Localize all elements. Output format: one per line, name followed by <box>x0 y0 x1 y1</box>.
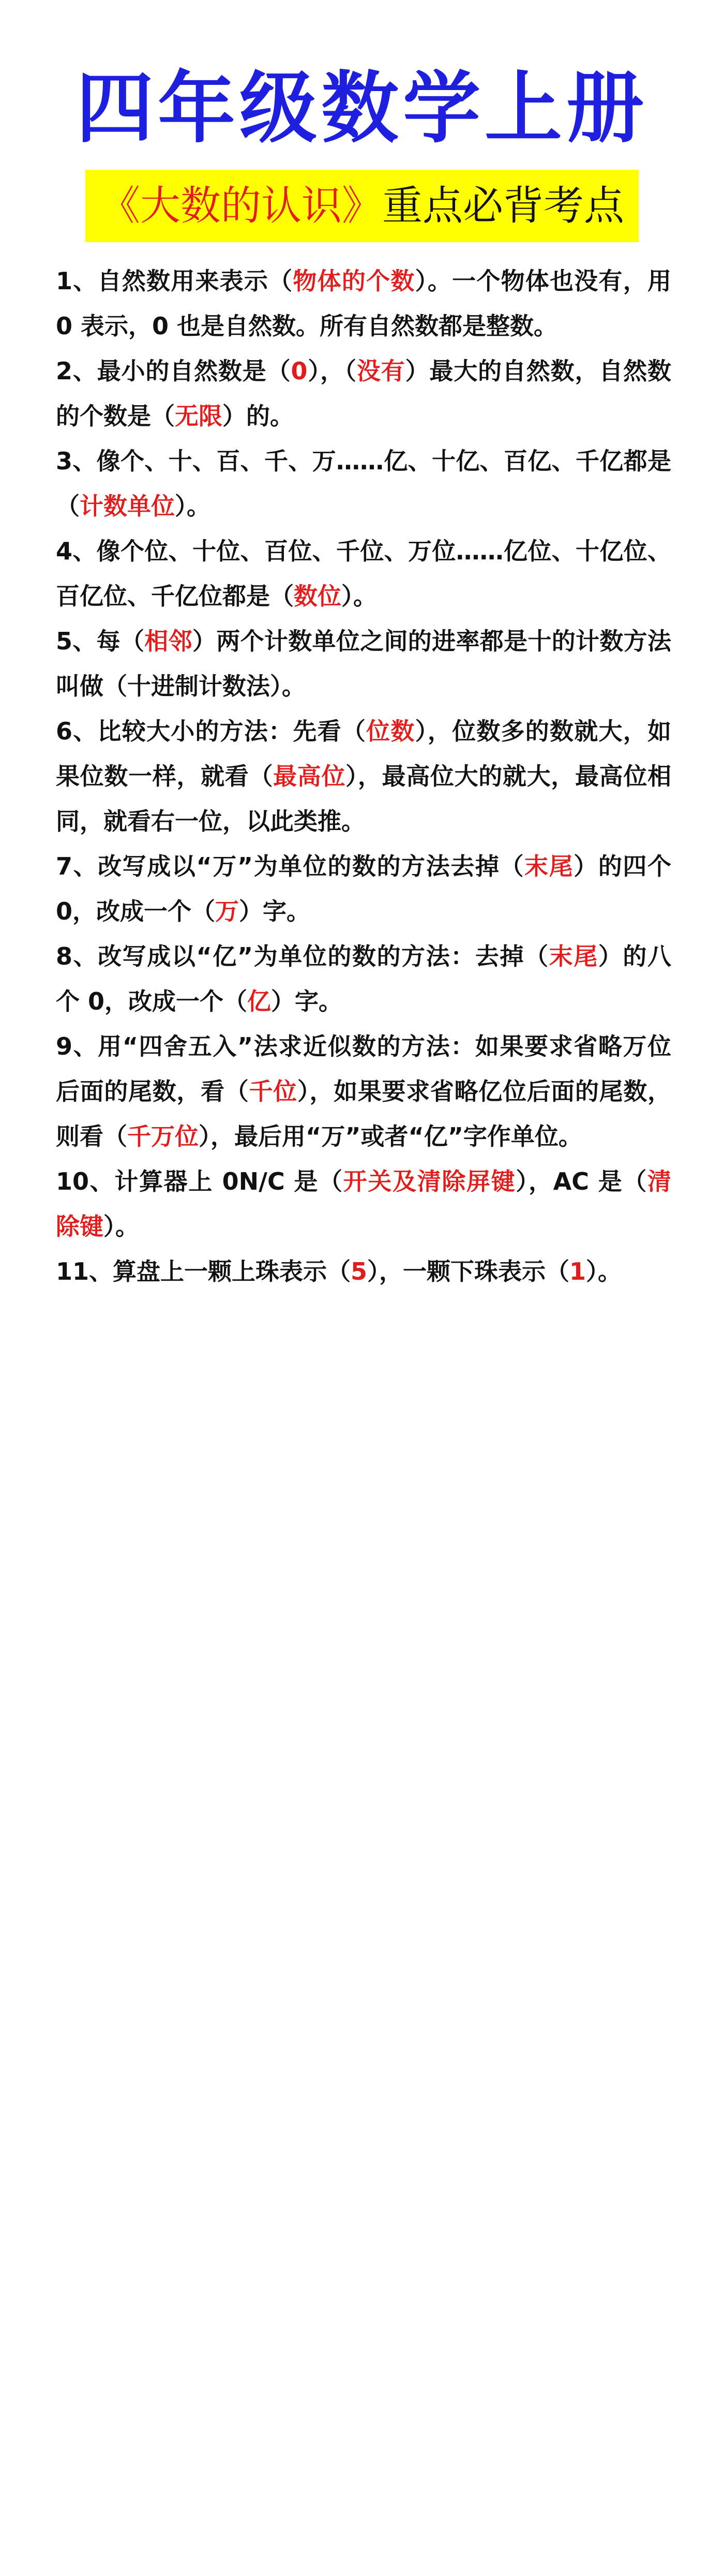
key-point-text: ），最高位大的就大，最高位相同，就看右一位，以此类推。 <box>56 762 672 835</box>
key-point-text: 10、计算器上 0N/C 是（ <box>56 1167 343 1195</box>
key-point-text: ）。 <box>103 1212 139 1240</box>
key-point-text: ）的八个 0，改成一个（ <box>56 942 672 1015</box>
key-point-answer: 没有 <box>356 357 405 385</box>
key-points-list <box>56 259 671 1294</box>
key-point-answer: 无限 <box>175 402 222 430</box>
key-point-9 <box>56 1024 671 1159</box>
key-point-text: 1、自然数用来表示（ <box>56 267 293 295</box>
key-point-text: ）字。 <box>271 987 343 1015</box>
key-point-10 <box>56 1159 671 1249</box>
key-point-11 <box>56 1249 671 1294</box>
key-point-8 <box>56 934 671 1024</box>
subtitle-topic: 《大数的认识》 <box>99 183 382 229</box>
key-point-answer: 1 <box>569 1257 586 1285</box>
key-point-1 <box>56 259 671 349</box>
key-point-answer: 位数 <box>366 717 415 745</box>
key-point-answer: 开关及清除屏键 <box>343 1167 516 1195</box>
key-point-text: 9、用“四舍五入”法求近似数的方法：如果要求省略万位后面的尾数，看（ <box>56 1032 671 1105</box>
key-point-text: 6、比较大小的方法：先看（ <box>56 717 367 745</box>
key-point-7 <box>56 844 671 934</box>
key-point-5 <box>56 619 671 709</box>
key-point-text: ），（ <box>307 357 357 385</box>
key-point-text: ），AC 是（ <box>516 1167 648 1195</box>
key-point-answer: 末尾 <box>524 852 574 880</box>
key-point-answer: 千位 <box>249 1077 297 1105</box>
key-point-answer: 末尾 <box>549 942 598 970</box>
subtitle-label: 重点必背考点 <box>382 183 625 229</box>
key-point-text: ）两个计数单位之间的进率都是十的计数方法叫做（十进制计数法）。 <box>56 627 672 700</box>
page-title: 四年级数学上册 <box>76 64 648 154</box>
key-point-2 <box>56 349 671 439</box>
key-point-answer: 数位 <box>294 582 341 610</box>
key-point-text: ）。 <box>586 1257 622 1285</box>
key-point-3 <box>56 439 671 529</box>
key-point-text: ），一颗下珠表示（ <box>367 1257 570 1285</box>
subtitle-highlight-box <box>85 170 639 242</box>
key-point-text: ）。 <box>341 582 377 610</box>
key-point-text: ），最后用“万”或者“亿”字作单位。 <box>199 1122 582 1150</box>
key-point-answer: 万 <box>215 897 239 925</box>
key-point-text: ）。 <box>175 492 210 520</box>
key-point-answer: 物体的个数 <box>293 267 415 295</box>
key-point-text: 4、像个位、十位、百位、千位、万位……亿位、十亿位、百亿位、千亿位都是（ <box>56 537 671 610</box>
key-point-text: 11、算盘上一颗上珠表示（ <box>56 1257 351 1285</box>
key-point-text: ）的。 <box>222 402 294 430</box>
key-point-answer: 计数单位 <box>80 492 175 520</box>
key-point-text: 5、每（ <box>56 627 145 655</box>
key-point-4 <box>56 529 671 619</box>
subtitle-banner <box>0 170 724 242</box>
key-point-answer: 最高位 <box>273 762 346 790</box>
key-point-answer: 相邻 <box>144 627 192 655</box>
key-point-answer: 清除键 <box>56 1167 672 1240</box>
key-point-text: 3、像个、十、百、千、万……亿、十亿、百亿、千亿都是（ <box>56 447 671 520</box>
key-point-text: ），如果要求省略亿位后面的尾数，则看（ <box>56 1077 672 1150</box>
key-point-answer: 0 <box>291 357 308 385</box>
key-point-text: ），位数多的数就大，如果位数一样，就看（ <box>56 717 672 790</box>
key-point-answer: 千万位 <box>127 1122 199 1150</box>
key-point-text: 2、最小的自然数是（ <box>56 357 291 385</box>
key-point-answer: 亿 <box>247 987 272 1015</box>
key-point-6 <box>56 709 671 844</box>
key-point-text: ）。一个物体也没有，用 0 表示，0 也是自然数。所有自然数都是整数。 <box>56 267 672 340</box>
key-point-text: ）最大的自然数，自然数的个数是（ <box>56 357 672 430</box>
key-point-text: 7、改写成以“万”为单位的数的方法去掉（ <box>56 852 525 880</box>
key-point-text: 8、改写成以“亿”为单位的数的方法：去掉（ <box>56 942 549 970</box>
key-point-text: ）的四个 0，改成一个（ <box>56 852 672 925</box>
key-point-answer: 5 <box>351 1257 368 1285</box>
key-point-text: ）字。 <box>239 897 311 925</box>
